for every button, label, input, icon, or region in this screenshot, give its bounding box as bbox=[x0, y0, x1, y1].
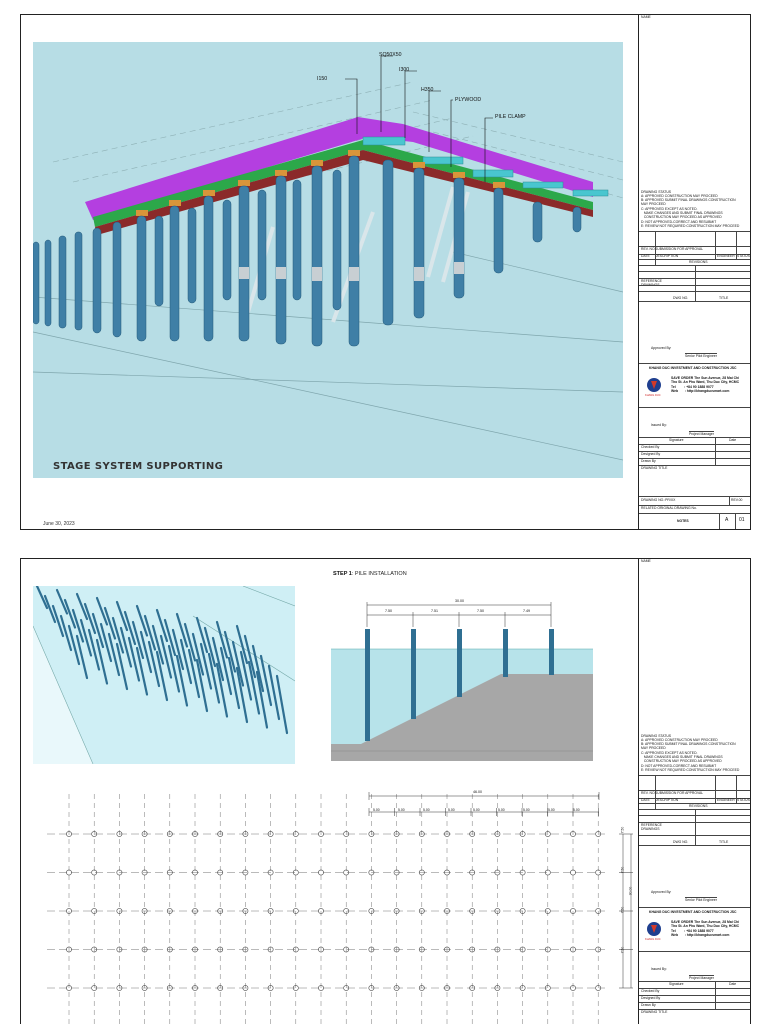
plan-span-8: 5.00 bbox=[548, 808, 555, 812]
approver-role: Senior Pilot Engineer bbox=[685, 354, 717, 358]
pile-plan-view bbox=[33, 784, 633, 1024]
approved-by-label: Approved By: bbox=[651, 346, 672, 350]
rev-no-label-2: REV. NO. bbox=[641, 791, 656, 795]
status-label: STATUS bbox=[737, 254, 750, 258]
section-span-3: 7.50 bbox=[477, 609, 484, 613]
signature-label: Signature bbox=[669, 438, 684, 442]
callout-i300: I300 bbox=[399, 67, 410, 73]
name-label-2: NAME bbox=[641, 559, 651, 563]
company-tel-2: Tel : +84 90 1888 9077 bbox=[671, 929, 714, 933]
callout-pile-clamp: PILE CLAMP bbox=[495, 114, 526, 120]
description-label-2: DESCRIPTION bbox=[655, 798, 679, 802]
render-title: STAGE SYSTEM SUPPORTING bbox=[53, 461, 224, 472]
logo-text: KHANG DUC bbox=[645, 394, 661, 397]
company-address: SAVE ORDER The Sun Avenue, 28 Mai Chi Tho St. An Phu Ward, Thu Duc City, HCMC bbox=[671, 376, 740, 385]
reference-drawings-label-2: REFERENCE DRAWINGS bbox=[641, 823, 662, 832]
drawing-sheet-2 bbox=[20, 558, 751, 1024]
signature-label-2: Signature bbox=[669, 982, 684, 986]
plan-grid-illustration bbox=[33, 784, 633, 1024]
description-label: DESCRIPTION bbox=[655, 254, 679, 258]
company-web-2: Web : http://khangducsmart.com bbox=[671, 933, 730, 937]
drawing-title-label: DRAWING TITLE bbox=[641, 466, 668, 470]
stage-system-render bbox=[33, 42, 623, 478]
plan-vdim-1: 7.50 bbox=[620, 826, 625, 834]
drawing-status-2: DRAWING STATUS A: APPROVED CONSTRUCTION MAY PROCEED B: APPROVED SUBMIT FINAL DRAWINGS CONSTRUCTION MAY PROCEED C: APPROVED EXCEPT AS NOTED. MAKE CHANGES AND SUBMIT FINAL DRAWINGS CONSTRUCTION MAY PROCEED AS APPROVED D: NOT APPROVED-CORRECT AND RESUBMIT E: REVIEW NOT REQUIRED CONSTRUCTION MAY PROCEED bbox=[641, 733, 740, 772]
callout-plywood: PLYWOOD bbox=[455, 97, 482, 103]
section-overall-dim: 30.00 bbox=[455, 599, 464, 603]
callout-h350: H350 bbox=[421, 87, 434, 93]
approved-by-label-2: Approved By: bbox=[651, 890, 672, 894]
plan-span-3: 5.00 bbox=[423, 808, 430, 812]
plan-span-5: 5.00 bbox=[473, 808, 480, 812]
drawing-status: DRAWING STATUS A: APPROVED CONSTRUCTION MAY PROCEED B: APPROVED SUBMIT FINAL DRAWINGS CONSTRUCTION MAY PROCEED C: APPROVED EXCEPT AS NOTED. MAKE CHANGES AND SUBMIT FINAL DRAWINGS CONSTRUCTION MAY PROCEED AS APPROVED D: NOT APPROVED-CORRECT AND RESUBMIT E: REVIEW NOT REQUIRED CONSTRUCTION MAY PROCEED bbox=[641, 189, 740, 228]
submission-label: SUBMISSION FOR APPROVAL bbox=[655, 247, 704, 251]
logo-text-2: KHANG DUC bbox=[645, 938, 661, 941]
designed-by-label: Designed By bbox=[641, 452, 661, 456]
date-label: DATE bbox=[641, 254, 650, 258]
plan-vdim-3: 7.50 bbox=[620, 906, 625, 914]
date-col-label-2: Date bbox=[729, 982, 737, 986]
issued-by-label: Issued By: bbox=[651, 423, 667, 427]
section-illustration bbox=[331, 599, 593, 764]
stage-3d-illustration bbox=[33, 42, 623, 478]
plan-span-2: 5.00 bbox=[398, 808, 405, 812]
callout-sq50x50: SQ50X50 bbox=[379, 52, 402, 58]
reference-drawings-label: REFERENCE DRAWINGS bbox=[641, 279, 662, 288]
pile-iso-view bbox=[33, 586, 295, 764]
plan-span-7: 5.00 bbox=[523, 808, 530, 812]
sheet-number: 01 bbox=[739, 517, 745, 523]
company-logo-2 bbox=[647, 922, 661, 936]
pile-section-view bbox=[331, 599, 593, 764]
drawing-sheet-1 bbox=[20, 14, 751, 530]
plan-span-6: 5.00 bbox=[498, 808, 505, 812]
rev-no: REV.00 bbox=[731, 498, 743, 502]
print-date: June 30, 2023 bbox=[43, 521, 75, 527]
pile-iso-illustration bbox=[33, 586, 295, 764]
date-col-label: Date bbox=[729, 438, 737, 442]
company-web: Web : http://khangducsmart.com bbox=[671, 389, 730, 393]
issued-by-label-2: Issued By: bbox=[651, 967, 667, 971]
engineer-label: ENGINEER bbox=[717, 254, 735, 258]
dwg-no-label-2: DWG NO. bbox=[673, 840, 689, 844]
issuer-role: Project Manager bbox=[689, 432, 714, 436]
step-heading: STEP 1: PILE INSTALLATION bbox=[333, 571, 407, 577]
section-span-1: 7.50 bbox=[385, 609, 392, 613]
drawn-by-label: Drawn By bbox=[641, 459, 656, 463]
checked-by-label-2: Checked By bbox=[641, 989, 660, 993]
title-block bbox=[638, 15, 751, 529]
plan-span-9: 5.00 bbox=[573, 808, 580, 812]
submission-label-2: SUBMISSION FOR APPROVAL bbox=[655, 791, 704, 795]
company-logo bbox=[647, 378, 661, 392]
section-span-4: 7.49 bbox=[523, 609, 530, 613]
status-label-2: STATUS bbox=[737, 798, 750, 802]
sheet-size: A bbox=[725, 517, 729, 523]
title-label-2: TITLE bbox=[719, 840, 729, 844]
plan-vdim-4: 7.50 bbox=[620, 946, 625, 954]
company-tel: Tel : +84 90 1888 9077 bbox=[671, 385, 714, 389]
rev-no-label: REV. NO. bbox=[641, 247, 656, 251]
checked-by-label: Checked By bbox=[641, 445, 660, 449]
title-label: TITLE bbox=[719, 296, 729, 300]
dwg-no-label: DWG NO. bbox=[673, 296, 689, 300]
notes-label: NOTES bbox=[677, 519, 689, 523]
drawing-no: DRAWING NO.:PR/XX bbox=[641, 498, 676, 502]
revisions-label-2: REVISIONS bbox=[689, 804, 708, 808]
plan-vdim-2: 7.50 bbox=[620, 866, 625, 874]
plan-span-1: 5.00 bbox=[373, 808, 380, 812]
issuer-role-2: Project Manager bbox=[689, 976, 714, 980]
plan-vdim-total: 30.00 bbox=[628, 886, 633, 896]
revisions-label: REVISIONS bbox=[689, 260, 708, 264]
title-block-2 bbox=[638, 559, 751, 1024]
approver-role-2: Senior Pilot Engineer bbox=[685, 898, 717, 902]
drawn-by-label-2: Drawn By bbox=[641, 1003, 656, 1007]
date-label-2: DATE bbox=[641, 798, 650, 802]
callout-i150: I150 bbox=[317, 76, 328, 82]
plan-span-4: 5.00 bbox=[448, 808, 455, 812]
company-name-2: KHANG DUC INVESTMENT AND CONSTRUCTION JSC bbox=[649, 910, 737, 914]
designed-by-label-2: Designed By bbox=[641, 996, 661, 1000]
name-label: NAME bbox=[641, 15, 651, 19]
drawing-title-label-2: DRAWING TITLE bbox=[641, 1010, 668, 1014]
engineer-label-2: ENGINEER bbox=[717, 798, 735, 802]
related-drawing-label: RELATED ORIGINAL DRAWING No. bbox=[641, 506, 697, 510]
section-span-2: 7.51 bbox=[431, 609, 438, 613]
company-address-2: SAVE ORDER The Sun Avenue, 28 Mai Chi Tho St. An Phu Ward, Thu Duc City, HCMC bbox=[671, 920, 740, 929]
company-name: KHANG DUC INVESTMENT AND CONSTRUCTION JSC bbox=[649, 366, 737, 370]
plan-overall-dim: 46.00 bbox=[473, 790, 482, 794]
